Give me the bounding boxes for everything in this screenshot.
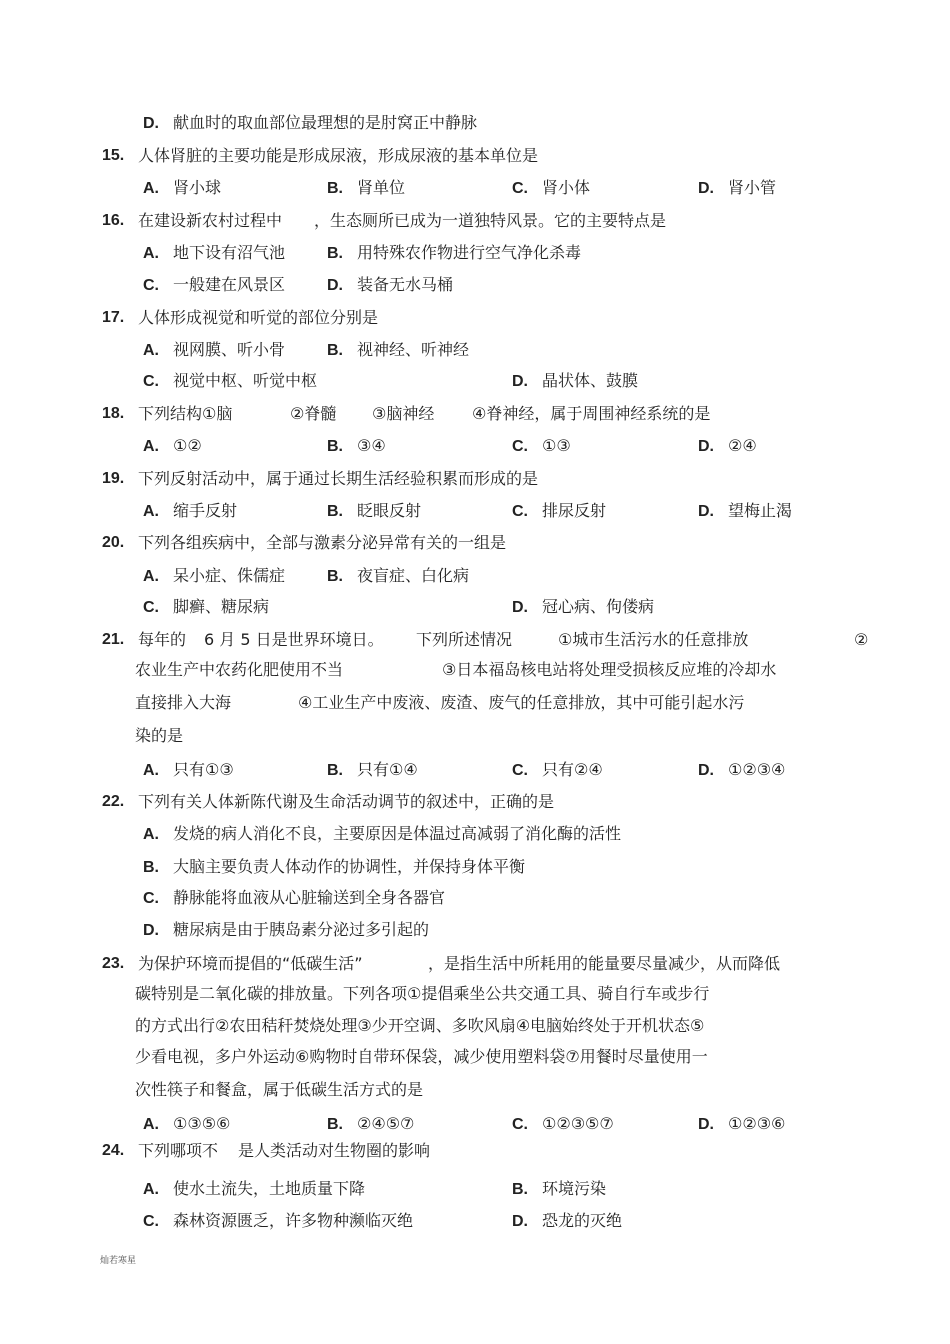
option-b — [327, 1114, 414, 1135]
option-c — [512, 178, 590, 199]
option-text: ①②③⑤⑦ — [542, 1114, 614, 1133]
option-label: A. — [143, 1116, 159, 1133]
option-label: A. — [143, 438, 159, 455]
option-text: 恐龙的灭绝 — [542, 1211, 623, 1230]
option-b — [327, 760, 418, 781]
question-stem-part: 每年的 — [138, 630, 187, 649]
question-stem-line: 少看电视，多户外运动⑥购物时自带环保袋，减少使用塑料袋⑦用餐时尽量使用一 — [135, 1047, 708, 1066]
option-a — [143, 1179, 365, 1200]
option-a — [143, 1114, 230, 1135]
option-label: C. — [512, 1116, 528, 1133]
option-label: C. — [143, 1213, 159, 1230]
option-d — [698, 1114, 785, 1135]
option-a — [143, 566, 285, 587]
option-text: 献血时的取血部位最理想的是肘窝正中静脉 — [173, 113, 478, 132]
option-d — [698, 760, 785, 781]
option-label: D. — [143, 922, 159, 939]
question-number: 21. — [102, 631, 125, 648]
option-text: 视神经、听神经 — [357, 340, 470, 359]
option-label: D. — [512, 599, 528, 616]
option-label: B. — [327, 245, 343, 262]
option-label: B. — [327, 503, 343, 520]
option-text: 环境污染 — [542, 1179, 607, 1198]
option-text: 视觉中枢、听觉中枢 — [173, 371, 318, 390]
option-label: C. — [143, 373, 159, 390]
option-d — [327, 275, 453, 296]
option-label: A. — [143, 568, 159, 585]
option-d — [698, 501, 792, 522]
option-b — [143, 857, 525, 878]
option-label: C. — [512, 180, 528, 197]
question-stem-part: ②脊髓 — [290, 404, 337, 423]
option-text: 只有①④ — [357, 760, 418, 779]
question-stem-line: 的方式出行②农田秸秆焚烧处理③少开空调、多吹风扇④电脑始终处于开机状态⑤ — [135, 1016, 705, 1035]
question-stem-part: 是人类活动对生物圈的影响 — [238, 1141, 431, 1160]
question-number: 22. — [102, 793, 125, 810]
question-stem-part: ④工业生产中废液、废渣、废气的任意排放，其中可能引起水污 — [298, 693, 745, 712]
option-text: 肾小球 — [173, 178, 222, 197]
question-stem: 下列反射活动中，属于通过长期生活经验积累而形成的是 — [138, 469, 539, 488]
option-label: D. — [698, 762, 714, 779]
option-label: D. — [698, 1116, 714, 1133]
option-text: ①② — [173, 436, 202, 455]
question-stem-part: 6 月 5 日是世界环境日。 — [204, 630, 384, 649]
option-text: 肾小体 — [542, 178, 591, 197]
option-text: 一般建在风景区 — [173, 275, 286, 294]
option-text: 肾单位 — [357, 178, 406, 197]
option-d — [698, 436, 757, 457]
option-d — [698, 178, 776, 199]
option-text: ①②③⑥ — [728, 1114, 786, 1133]
option-text: 发烧的病人消化不良，主要原因是体温过高减弱了消化酶的活性 — [173, 824, 622, 843]
option-text: 只有①③ — [173, 760, 234, 779]
option-c — [143, 371, 317, 392]
question-number: 19. — [102, 470, 125, 487]
option-label: C. — [143, 277, 159, 294]
option-label: C. — [143, 599, 159, 616]
question-stem-line: 次性筷子和餐盒，属于低碳生活方式的是 — [135, 1080, 424, 1099]
question-stem-part: ② — [854, 630, 869, 649]
option-text: 地下设有沼气池 — [173, 243, 286, 262]
option-label: C. — [512, 503, 528, 520]
option-label: C. — [143, 890, 159, 907]
option-label: B. — [512, 1181, 528, 1198]
option-text: 糖尿病是由于胰岛素分泌过多引起的 — [173, 920, 430, 939]
option-label: A. — [143, 826, 159, 843]
question-stem-part: ①城市生活污水的任意排放 — [558, 630, 749, 649]
option-b — [327, 566, 469, 587]
question-stem-part: 下列哪项不 — [138, 1141, 219, 1160]
option-b — [512, 1179, 606, 1200]
option-text: 眨眼反射 — [357, 501, 422, 520]
question-stem: 人体形成视觉和听觉的部位分别是 — [138, 308, 379, 327]
option-a — [143, 243, 285, 264]
option-label: D. — [698, 438, 714, 455]
option-b — [327, 178, 405, 199]
option-label: D. — [143, 115, 159, 132]
option-text: 用特殊农作物进行空气净化杀毒 — [357, 243, 582, 262]
option-label: B. — [327, 438, 343, 455]
question-stem-part: ③脑神经 — [372, 404, 435, 423]
option-c — [512, 501, 606, 522]
option-label: A. — [143, 180, 159, 197]
option-c — [143, 597, 269, 618]
option-d — [512, 371, 638, 392]
question-stem-part: 农业生产中农药化肥使用不当 — [135, 660, 344, 679]
question-stem-part: ④脊神经，属于周围神经系统的是 — [472, 404, 711, 423]
option-label: B. — [327, 762, 343, 779]
option-text: 肾小管 — [728, 178, 777, 197]
option-label: B. — [327, 342, 343, 359]
option-a — [143, 760, 234, 781]
option-d — [512, 597, 654, 618]
option-c — [143, 1211, 413, 1232]
option-b — [327, 340, 469, 361]
q14-option-d — [143, 113, 477, 134]
option-d — [512, 1211, 622, 1232]
option-text: 呆小症、侏儒症 — [173, 566, 286, 585]
question-number: 15. — [102, 147, 125, 164]
question-stem-part: 直接排入大海 — [135, 693, 232, 712]
question-number: 20. — [102, 534, 125, 551]
question-stem-part: 为保护环境而提倡的“低碳生活” — [138, 954, 363, 973]
option-label: A. — [143, 245, 159, 262]
option-label: A. — [143, 1181, 159, 1198]
option-label: B. — [327, 1116, 343, 1133]
option-label: D. — [698, 503, 714, 520]
option-a — [143, 340, 285, 361]
question-stem-part: 下列结构①脑 — [138, 404, 233, 423]
option-b — [327, 501, 421, 522]
option-label: D. — [512, 1213, 528, 1230]
question-number: 18. — [102, 405, 125, 422]
option-text: 排尿反射 — [542, 501, 607, 520]
option-text: 望梅止渴 — [728, 501, 793, 520]
option-text: 视网膜、听小骨 — [173, 340, 286, 359]
question-stem-part: ，是指生活中所耗用的能量要尽量减少，从而降低 — [428, 954, 781, 973]
option-c — [512, 436, 571, 457]
option-label: C. — [512, 762, 528, 779]
option-text: 冠心病、佝偻病 — [542, 597, 655, 616]
option-c — [143, 888, 445, 909]
option-c — [143, 275, 285, 296]
question-number: 17. — [102, 309, 125, 326]
option-text: 晶状体、鼓膜 — [542, 371, 639, 390]
option-label: A. — [143, 503, 159, 520]
option-text: 静脉能将血液从心脏输送到全身各器官 — [173, 888, 446, 907]
option-text: 脚癣、糖尿病 — [173, 597, 270, 616]
question-stem-line: 碳特别是二氧化碳的排放量。下列各项①提倡乘坐公共交通工具、骑自行车或步行 — [135, 984, 710, 1003]
question-stem: 下列有关人体新陈代谢及生命活动调节的叙述中，正确的是 — [138, 792, 555, 811]
option-text: ①②③④ — [728, 760, 786, 779]
option-a — [143, 824, 621, 845]
option-b — [327, 243, 581, 264]
option-text: 大脑主要负责人体动作的协调性，并保持身体平衡 — [173, 857, 526, 876]
option-text: 缩手反射 — [173, 501, 238, 520]
option-label: D. — [698, 180, 714, 197]
option-b — [327, 436, 386, 457]
option-a — [143, 501, 237, 522]
option-label: D. — [327, 277, 343, 294]
option-label: A. — [143, 342, 159, 359]
option-label: B. — [143, 859, 159, 876]
option-a — [143, 178, 221, 199]
page-footer: 灿若寒星 — [100, 1256, 137, 1266]
option-text: 只有②④ — [542, 760, 603, 779]
question-stem: 在建设新农村过程中 ，生态厕所已成为一道独特风景。它的主要特点是 — [138, 211, 667, 230]
option-text: 使水土流失，土地质量下降 — [173, 1179, 366, 1198]
question-stem: 人体肾脏的主要功能是形成尿液，形成尿液的基本单位是 — [138, 146, 539, 165]
option-c — [512, 1114, 614, 1135]
option-d — [143, 920, 429, 941]
question-number: 23. — [102, 955, 125, 972]
option-text: ②④⑤⑦ — [357, 1114, 415, 1133]
option-text: ①③⑤⑥ — [173, 1114, 231, 1133]
option-text: ①③ — [542, 436, 571, 455]
option-text: ③④ — [357, 436, 386, 455]
question-stem-part: 下列所述情况 — [416, 630, 513, 649]
option-label: D. — [512, 373, 528, 390]
option-text: 森林资源匮乏，许多物种濒临灭绝 — [173, 1211, 414, 1230]
option-c — [512, 760, 603, 781]
option-label: B. — [327, 180, 343, 197]
question-stem-line: 染的是 — [135, 726, 184, 745]
option-label: C. — [512, 438, 528, 455]
option-label: B. — [327, 568, 343, 585]
option-text: 夜盲症、白化病 — [357, 566, 470, 585]
question-stem-part: ③日本福岛核电站将处理受损核反应堆的冷却水 — [442, 660, 777, 679]
option-label: A. — [143, 762, 159, 779]
option-text: ②④ — [728, 436, 757, 455]
question-number: 24. — [102, 1142, 125, 1159]
question-stem: 下列各组疾病中，全部与激素分泌异常有关的一组是 — [138, 533, 507, 552]
option-a — [143, 436, 202, 457]
question-number: 16. — [102, 212, 125, 229]
option-text: 装备无水马桶 — [357, 275, 454, 294]
